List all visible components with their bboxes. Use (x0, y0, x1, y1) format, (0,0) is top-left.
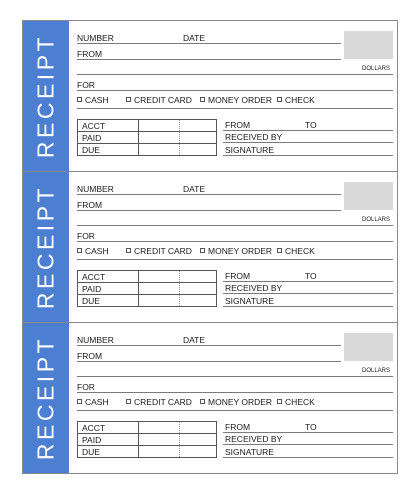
receipt-banner-title: RECEIPT (32, 335, 59, 461)
receipt-3 (23, 323, 397, 473)
checkbox-icon (77, 248, 82, 253)
from-line[interactable] (77, 59, 341, 60)
for-line[interactable] (77, 90, 393, 91)
for-line[interactable] (77, 392, 393, 393)
account-row-due[interactable]: DUE (82, 296, 100, 306)
payment-option-credit-card[interactable]: CREDIT CARD (126, 397, 192, 407)
dollars-line[interactable] (77, 225, 393, 226)
payment-option-check[interactable]: CHECK (277, 397, 315, 407)
account-grid (77, 270, 217, 307)
amount-box[interactable] (344, 333, 393, 361)
receipt-banner-title: RECEIPT (32, 184, 59, 310)
signature-label: SIGNATURE (225, 145, 274, 155)
date-label: DATE (183, 335, 206, 345)
from-line[interactable] (77, 210, 341, 211)
receipt-banner (23, 323, 69, 473)
account-row-acct[interactable]: ACCT (82, 423, 106, 433)
account-row-paid[interactable]: PAID (82, 435, 102, 445)
from-label: FROM (77, 200, 103, 210)
checkbox-icon (126, 399, 131, 404)
account-row-due[interactable]: DUE (82, 145, 100, 155)
account-row-acct[interactable]: ACCT (82, 121, 106, 131)
payment-line (77, 259, 393, 260)
period-from-label: FROM (225, 422, 251, 432)
number-date-line[interactable] (77, 194, 341, 195)
amount-box[interactable] (344, 31, 393, 59)
received-by-line[interactable] (223, 444, 393, 445)
number-label: NUMBER (77, 335, 114, 345)
date-label: DATE (183, 184, 206, 194)
signature-line[interactable] (223, 306, 393, 307)
received-by-line[interactable] (223, 142, 393, 143)
signature-line[interactable] (223, 155, 393, 156)
from-label: FROM (77, 49, 103, 59)
date-label: DATE (183, 33, 206, 43)
period-to-label: TO (305, 422, 317, 432)
checkbox-icon (277, 248, 282, 253)
checkbox-icon (126, 97, 131, 102)
period-line[interactable] (223, 281, 393, 282)
account-grid (77, 421, 217, 458)
payment-line (77, 108, 393, 109)
amount-box[interactable] (344, 182, 393, 210)
receipt-banner (23, 21, 69, 171)
received-by-label: RECEIVED BY (225, 283, 283, 293)
receipt-1 (23, 21, 397, 171)
receipt-banner (23, 172, 69, 322)
account-row-paid[interactable]: PAID (82, 284, 102, 294)
receipt-banner-title: RECEIPT (32, 33, 59, 159)
signature-label: SIGNATURE (225, 447, 274, 457)
number-date-line[interactable] (77, 43, 341, 44)
period-to-label: TO (305, 120, 317, 130)
checkbox-icon (277, 97, 282, 102)
received-by-label: RECEIVED BY (225, 434, 283, 444)
for-line[interactable] (77, 241, 393, 242)
number-label: NUMBER (77, 184, 114, 194)
number-date-line[interactable] (77, 345, 341, 346)
for-label: FOR (77, 382, 95, 392)
checkbox-icon (200, 399, 205, 404)
payment-option-cash[interactable]: CASH (77, 95, 109, 105)
account-row-acct[interactable]: ACCT (82, 272, 106, 282)
signature-line[interactable] (223, 457, 393, 458)
checkbox-icon (77, 97, 82, 102)
signature-label: SIGNATURE (225, 296, 274, 306)
receipt-sheet (22, 20, 398, 474)
dollars-line[interactable] (77, 376, 393, 377)
payment-option-money-order[interactable]: MONEY ORDER (200, 246, 272, 256)
account-row-paid[interactable]: PAID (82, 133, 102, 143)
payment-line (77, 410, 393, 411)
period-line[interactable] (223, 432, 393, 433)
payment-option-check[interactable]: CHECK (277, 95, 315, 105)
checkbox-icon (200, 97, 205, 102)
checkbox-icon (126, 248, 131, 253)
payment-option-cash[interactable]: CASH (77, 246, 109, 256)
receipt-2 (23, 172, 397, 322)
account-grid (77, 119, 217, 156)
checkbox-icon (77, 399, 82, 404)
from-label: FROM (77, 351, 103, 361)
period-from-label: FROM (225, 120, 251, 130)
received-by-label: RECEIVED BY (225, 132, 283, 142)
period-to-label: TO (305, 271, 317, 281)
payment-option-check[interactable]: CHECK (277, 246, 315, 256)
period-from-label: FROM (225, 271, 251, 281)
payment-option-money-order[interactable]: MONEY ORDER (200, 397, 272, 407)
payment-option-money-order[interactable]: MONEY ORDER (200, 95, 272, 105)
dollars-label: DOLLARS (362, 368, 391, 374)
dollars-line[interactable] (77, 74, 393, 75)
payment-option-cash[interactable]: CASH (77, 397, 109, 407)
from-line[interactable] (77, 361, 341, 362)
payment-option-credit-card[interactable]: CREDIT CARD (126, 95, 192, 105)
payment-option-credit-card[interactable]: CREDIT CARD (126, 246, 192, 256)
period-line[interactable] (223, 130, 393, 131)
account-row-due[interactable]: DUE (82, 447, 100, 457)
for-label: FOR (77, 231, 95, 241)
number-label: NUMBER (77, 33, 114, 43)
for-label: FOR (77, 80, 95, 90)
dollars-label: DOLLARS (362, 66, 391, 72)
checkbox-icon (200, 248, 205, 253)
dollars-label: DOLLARS (362, 217, 391, 223)
received-by-line[interactable] (223, 293, 393, 294)
checkbox-icon (277, 399, 282, 404)
